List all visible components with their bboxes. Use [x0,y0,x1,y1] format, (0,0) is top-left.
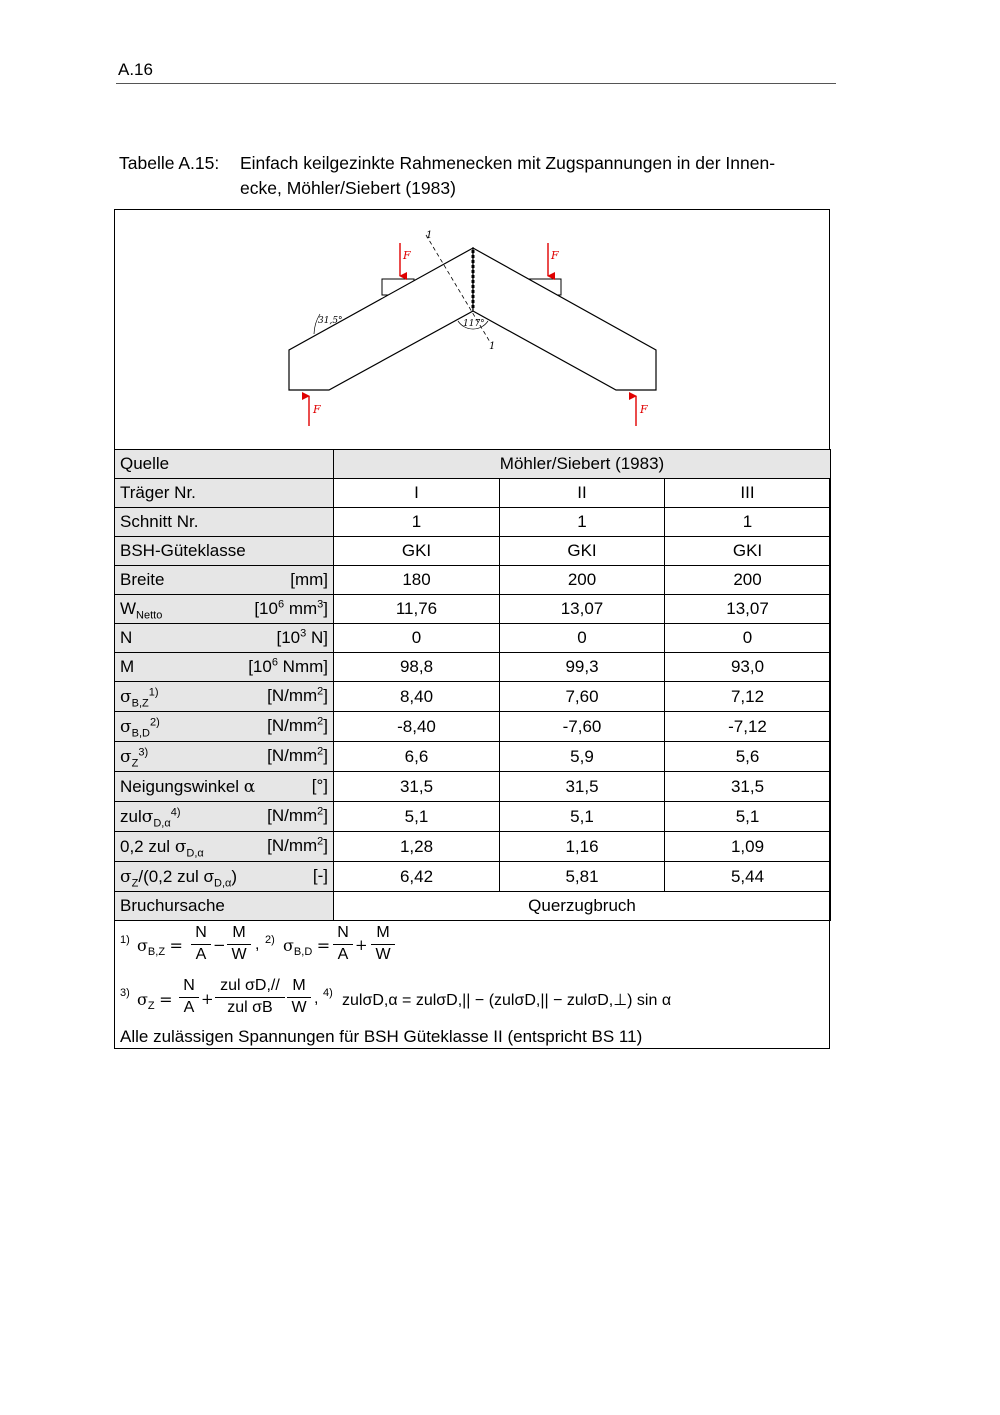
table-cell: 5,81 [500,862,665,892]
table-cell: 6,42 [334,862,500,892]
table-cell: I [334,479,500,508]
row-unit: [°] [311,776,328,795]
table-row [115,712,831,742]
table-cell: 13,07 [500,595,665,624]
formula-sigma-z: $\sigma_Z$ = [137,990,173,1013]
table-cell: 200 [665,566,831,595]
row-label [115,742,334,772]
row-unit: [$10^3$ N] [276,627,328,647]
table-cell: 93,0 [665,653,831,682]
table-row-failure [115,892,831,921]
svg-text:F: F [640,403,648,416]
row-label [115,682,334,712]
row-label [115,537,334,566]
table-row [115,862,831,892]
row-unit: $[N/mm^2]$ [267,685,328,705]
table-cell: -7,60 [500,712,665,742]
failure-value: Querzugbruch [334,892,831,921]
table-cell: 180 [334,566,500,595]
table-cell: 200 [500,566,665,595]
table-row [115,653,831,682]
row-label-text: $W_{Netto}$ [120,599,163,622]
row-label-text: BSH-Güteklasse [120,541,246,560]
row-label-text: $\sigma_{B,Z}^{1)}$ [120,685,159,709]
section-label-top: 1 [426,230,433,241]
page-header-label: A.16 [118,60,153,79]
table-row [115,479,831,508]
table-row [115,508,831,537]
table-cell: 5,1 [500,802,665,832]
row-label-text: $\sigma_Z/(0,2$ zul $\sigma_{D,\alpha}$) [120,866,238,889]
table-cell: 5,9 [500,742,665,772]
section-label-bottom: 1 [489,341,496,352]
row-unit: [mm] [290,570,328,589]
row-label [115,595,334,624]
svg-text:F: F [403,249,411,262]
source-value: Möhler/Siebert (1983) [334,450,831,479]
row-label-text: 0,2 zul $\sigma_{D,\alpha}$ [120,836,204,859]
footnote-mark-4: 4) [323,987,333,999]
table-row [115,566,831,595]
table-cell: III [665,479,831,508]
table-cell: GKI [334,537,500,566]
data-table [114,449,831,921]
table-cell: 1,28 [334,832,500,862]
table-cell: II [500,479,665,508]
table-cell: GKI [665,537,831,566]
row-label [115,712,334,742]
table-cell: 0 [334,624,500,653]
table-cell: 13,07 [665,595,831,624]
table-cell: 0 [500,624,665,653]
row-unit: $[N/mm^2]$ [267,745,328,765]
footnote-mark-3: 3) [120,987,130,999]
table-row-source [115,450,831,479]
frame-corner-diagram [115,210,829,449]
table-cell: 1,09 [665,832,831,862]
row-unit: [$10^6$ $mm^3$] [254,598,328,618]
row-label-text: Neigungswinkel α [120,776,256,797]
row-label [115,772,334,802]
table-row [115,595,831,624]
row-unit: $[N/mm^2]$ [267,715,328,735]
beam-left [289,248,473,390]
row-label [115,802,334,832]
row-label [115,479,334,508]
row-label-text: $\sigma_Z^{3)}$ [120,745,149,769]
row-label [115,862,334,892]
caption-label: Tabelle A.15: [119,153,220,173]
row-label [115,624,334,653]
table-row [115,832,831,862]
row-unit: $[N/mm^2]$ [267,805,328,825]
table-sheet [114,209,830,1049]
table-row [115,682,831,712]
table-row [115,537,831,566]
svg-text:F: F [313,403,321,416]
table-cell: 1 [500,508,665,537]
table-cell: 5,1 [665,802,831,832]
table-cell: 31,5 [334,772,500,802]
frac-m-w-1: M W [227,924,251,964]
row-unit: [$10^6$ Nmm] [248,656,328,676]
table-cell: 7,12 [665,682,831,712]
row-label-text: N [120,628,133,647]
row-label-text: Schnitt Nr. [120,512,199,531]
table-cell: 1,16 [500,832,665,862]
frac-n-a-1: N A [191,924,211,964]
table-cell: 98,8 [334,653,500,682]
table-cell: GKI [500,537,665,566]
table-cell: 8,40 [334,682,500,712]
header-rule [116,83,836,84]
formula-sigma-bd: $\sigma_{B,D}$ = [283,936,331,959]
row-label [115,832,334,862]
row-unit: $[N/mm^2]$ [267,835,328,855]
table-cell: 7,60 [500,682,665,712]
table-cell: 5,6 [665,742,831,772]
table-row [115,624,831,653]
table-cell: 0 [665,624,831,653]
footnotes: 1) $\sigma_{B,Z}$ = N A − M W , 2) $\sigma_{B,D}$ = N A + M W 3) $\sigma_Z$ = N A + zul σD,// zul σB M W , 4) zulσD,α = zulσD,|| − (zulσD,|| − zulσD,⊥) sin α Alle zulässigen Spannungen für BSH Güteklasse II (entspricht BS 11) [120,924,672,1046]
table-cell: 6,6 [334,742,500,772]
failure-label: Bruchursache [115,892,334,921]
footnote-text: Alle zulässigen Spannungen für BSH Güteklasse II (entspricht BS 11) [120,1027,643,1046]
table-cell: 1 [334,508,500,537]
table-cell: 5,44 [665,862,831,892]
source-label: Quelle [115,450,334,479]
row-unit: [-] [312,866,328,885]
frac-m-w-2: M W [371,924,395,964]
caption-text: Einfach keilgezinkte Rahmenecken mit Zugspannungen in der Innen-ecke, Möhler/Siebert (1983) [240,153,776,198]
table-cell: 5,1 [334,802,500,832]
table-cell: 31,5 [665,772,831,802]
table-row [115,772,831,802]
frac-zul-ratio: zul σD,// zul σB [215,977,285,1017]
table-cell: 1 [665,508,831,537]
table-cell: 99,3 [500,653,665,682]
footnote-mark-2: 2) [265,934,275,946]
table-row [115,742,831,772]
formula-sigma-bz: $\sigma_{B,Z}$ = [137,936,183,959]
formula-zul-sigma-d-alpha: zulσD,α = zulσD,|| − (zulσD,|| − zulσD,⊥) sin α [342,992,672,1009]
table-cell: -7,12 [665,712,831,742]
row-label [115,653,334,682]
table-cell: 31,5 [500,772,665,802]
angle-label-outer: 31,5° [318,316,343,326]
frac-n-a-2: N A [333,924,353,964]
row-label-text: Breite [120,570,165,589]
row-label-text: zulσ$_{D,\alpha}^{4)}$ [120,805,181,829]
row-label [115,566,334,595]
beam-right [473,248,656,390]
svg-text:F: F [551,249,559,262]
row-label-text: M [120,657,135,676]
table-cell: -8,40 [334,712,500,742]
row-label [115,508,334,537]
angle-label-inner: 117° [463,319,485,329]
footnote-mark-1: 1) [120,934,130,946]
table-cell: 11,76 [334,595,500,624]
row-label-text: $\sigma_{B,D}^{2)}$ [120,715,160,739]
table-row [115,802,831,832]
row-label-text: Träger Nr. [120,483,196,502]
